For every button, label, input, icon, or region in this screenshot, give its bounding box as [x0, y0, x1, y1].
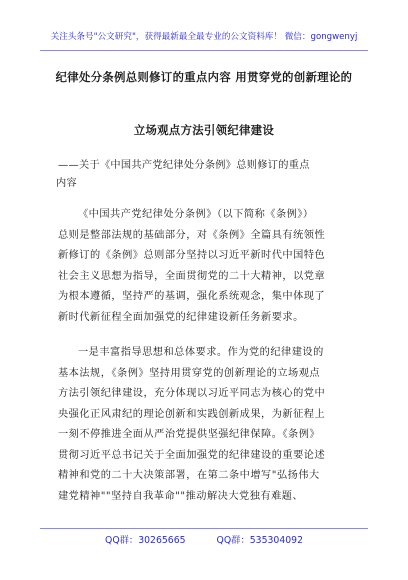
paragraph-line: 一刻不停推进全面从严治党提供坚强纪律保障。《条例》	[58, 429, 321, 440]
subtitle-line-2: 内容	[56, 178, 77, 189]
paragraph-line: 总则是整部法规的基础部分，对《条例》全篇具有统领性	[58, 229, 326, 241]
header-banner	[40, 28, 368, 51]
subtitle-line-1: ——关于《中国共产党纪律处分条例》总则修订的重点	[58, 160, 310, 171]
footer-qq-group-2: QQ群：535304092	[216, 535, 303, 546]
paragraph-line: 方法引领纪律建设，充分体现以习近平同志为核心的党中	[58, 388, 326, 399]
paragraph-line: 《中国共产党纪律处分条例》（以下简称《条例》）	[78, 209, 314, 220]
paragraph-intro	[58, 205, 358, 328]
document-subtitle	[56, 157, 360, 193]
footer-rule	[40, 528, 368, 529]
paragraph-line: 精神和党的二十大决策部署，在第二条中增写"弘扬伟大	[58, 470, 320, 481]
paragraph-line: 社会主义思想为指导，全面贯彻党的二十大精神，以党章	[58, 270, 326, 282]
document-title-line-1: 纪律处分条例总则修订的重点内容 用贯穿党的创新理论的	[55, 70, 353, 84]
footer-qq-group-1: QQ群：30265665	[105, 535, 186, 546]
paragraph-line: 新修订的《条例》总则部分坚持以习近平新时代中国特色	[58, 250, 326, 261]
paragraph-line: 基本法规，《条例》坚持用贯穿党的创新理论的立场观点	[58, 367, 321, 379]
header-promo-text: 关注头条号"公文研究"，获得最新最全最专业的公文资料库！ 微信：gongwenyj	[50, 32, 358, 42]
paragraph-line: 贯彻习近平总书记关于全面加强党的纪律建设的重要论述	[58, 449, 326, 461]
paragraph-line: 建党精神""坚持自我革命""推动解决大党独有难题、	[58, 490, 304, 502]
paragraph-line: 新时代新征程全面加强党的纪律建设新任务新要求。	[58, 311, 304, 323]
footer-contact	[0, 532, 408, 546]
paragraph-line: 央强化正风肃纪的理论创新和实践创新成果，为新征程上	[58, 408, 326, 420]
paragraph-line: 为根本遵循，坚持严的基调，强化系统观念，集中体现了	[58, 291, 326, 302]
paragraph-line: 一是丰富指导思想和总体要求。作为党的纪律建设的	[78, 347, 324, 358]
paragraph-guiding-ideology	[58, 343, 358, 507]
document-title-line-2: 立场观点方法引领纪律建设	[133, 123, 275, 137]
